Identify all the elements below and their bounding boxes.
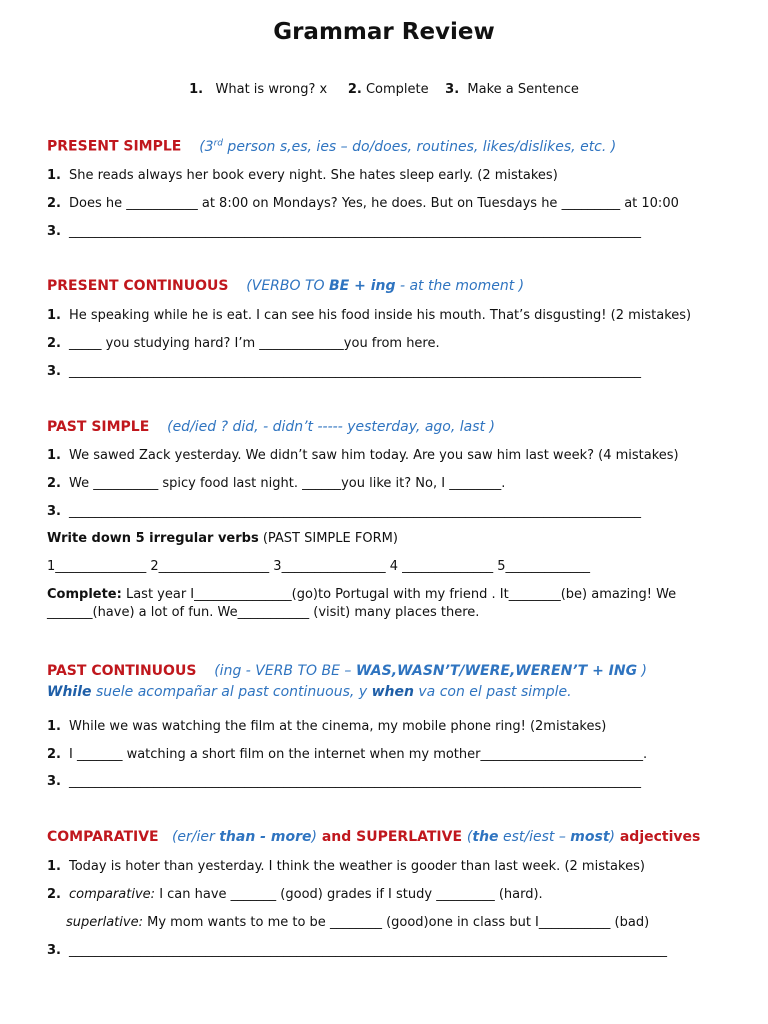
- present-simple-rule: (3rd person s,es, ies – do/does, routines, likes/dislikes, etc. ): [199, 138, 617, 155]
- present-simple-title: PRESENT SIMPLE: [47, 138, 182, 155]
- past-simple-title: PAST SIMPLE: [47, 419, 150, 435]
- complete-line-2: _______(have) a lot of fun. We___________ (visit) many places there.: [47, 605, 480, 620]
- past-simple-item-3: 3. ________________________________________________________________________________________: [47, 504, 641, 519]
- past-continuous-note: While suele acompañar al past continuous, y when va con el past simple.: [47, 684, 572, 700]
- present-continuous-item-2: 2. _____ you studying hard? I’m _____________you from here.: [47, 336, 440, 351]
- past-simple-heading: [47, 419, 495, 435]
- step-3-text: Make a Sentence: [467, 82, 579, 97]
- past-simple-rule: (ed/ied ? did, - didn’t ----- yesterday, ago, last ): [167, 419, 495, 435]
- present-simple-item-1: 1. She reads always her book every night. She hates sleep early. (2 mistakes): [47, 168, 558, 183]
- present-continuous-item-1: 1. He speaking while he is eat. I can see his food inside his mouth. That’s disgusting! (2 mistakes): [47, 308, 692, 323]
- past-continuous-rule: (ing - VERB TO BE – WAS,WASN’T/WERE,WEREN’T + ING ): [214, 663, 648, 679]
- comparative-superlative-heading: COMPARATIVE (er/ier than - more) and SUPERLATIVE (the est/iest – most) adjectives: [47, 829, 701, 845]
- comparative-item-1: 1. Today is hoter than yesterday. I think the weather is gooder than last week. (2 mistakes): [47, 859, 645, 874]
- page-title: Grammar Review: [273, 19, 495, 45]
- irregular-verbs-blanks: 1______________ 2_________________ 3________________ 4 ______________ 5_____________: [47, 559, 591, 574]
- step-1-text: What is wrong? x: [215, 82, 328, 97]
- comparative-item-3: 3. ____________________________________________________________________________________________: [47, 943, 667, 958]
- past-continuous-item-3: 3. ________________________________________________________________________________________: [47, 774, 641, 789]
- past-simple-item-1: 1. We sawed Zack yesterday. We didn’t saw him today. Are you saw him last week? (4 mistakes): [47, 448, 679, 463]
- past-continuous-item-1: 1. While we was watching the film at the cinema, my mobile phone ring! (2mistakes): [47, 719, 607, 734]
- past-continuous-item-2: 2. I _______ watching a short film on the internet when my mother_________________________.: [47, 747, 648, 762]
- superlative-item: superlative: My mom wants to me to be ________ (good)one in class but I___________ (bad): [66, 915, 650, 930]
- irregular-verbs-prompt: Write down 5 irregular verbs (PAST SIMPLE FORM): [47, 531, 398, 546]
- present-simple-heading: [47, 138, 616, 155]
- present-continuous-heading: [47, 278, 524, 294]
- past-simple-item-2: 2. We __________ spicy food last night. ______you like it? No, I ________.: [47, 476, 506, 491]
- comparative-item-2: 2. comparative: I can have _______ (good) grades if I study _________ (hard).: [47, 887, 543, 902]
- present-continuous-item-3: 3. ________________________________________________________________________________________: [47, 364, 641, 379]
- step-3-number: 3.: [445, 82, 460, 97]
- complete-line-1: Complete: Last year I_______________(go)to Portugal with my friend . It________(be) amazing! We: [47, 587, 677, 602]
- present-simple-item-3: 3. ________________________________________________________________________________________: [47, 224, 641, 239]
- step-1-number: 1.: [189, 82, 204, 97]
- instructions-steps: [0, 82, 768, 97]
- present-simple-item-2: 2. Does he ___________ at 8:00 on Mondays? Yes, he does. But on Tuesdays he _________ at 10:00: [47, 196, 679, 211]
- step-2-text: Complete: [365, 82, 429, 97]
- present-continuous-rule: (VERBO TO BE + ing - at the moment ): [246, 278, 525, 294]
- past-continuous-heading: [47, 663, 647, 679]
- past-continuous-title: PAST CONTINUOUS: [47, 663, 197, 679]
- present-continuous-title: PRESENT CONTINUOUS: [47, 278, 229, 294]
- step-2-number: 2.: [347, 82, 362, 97]
